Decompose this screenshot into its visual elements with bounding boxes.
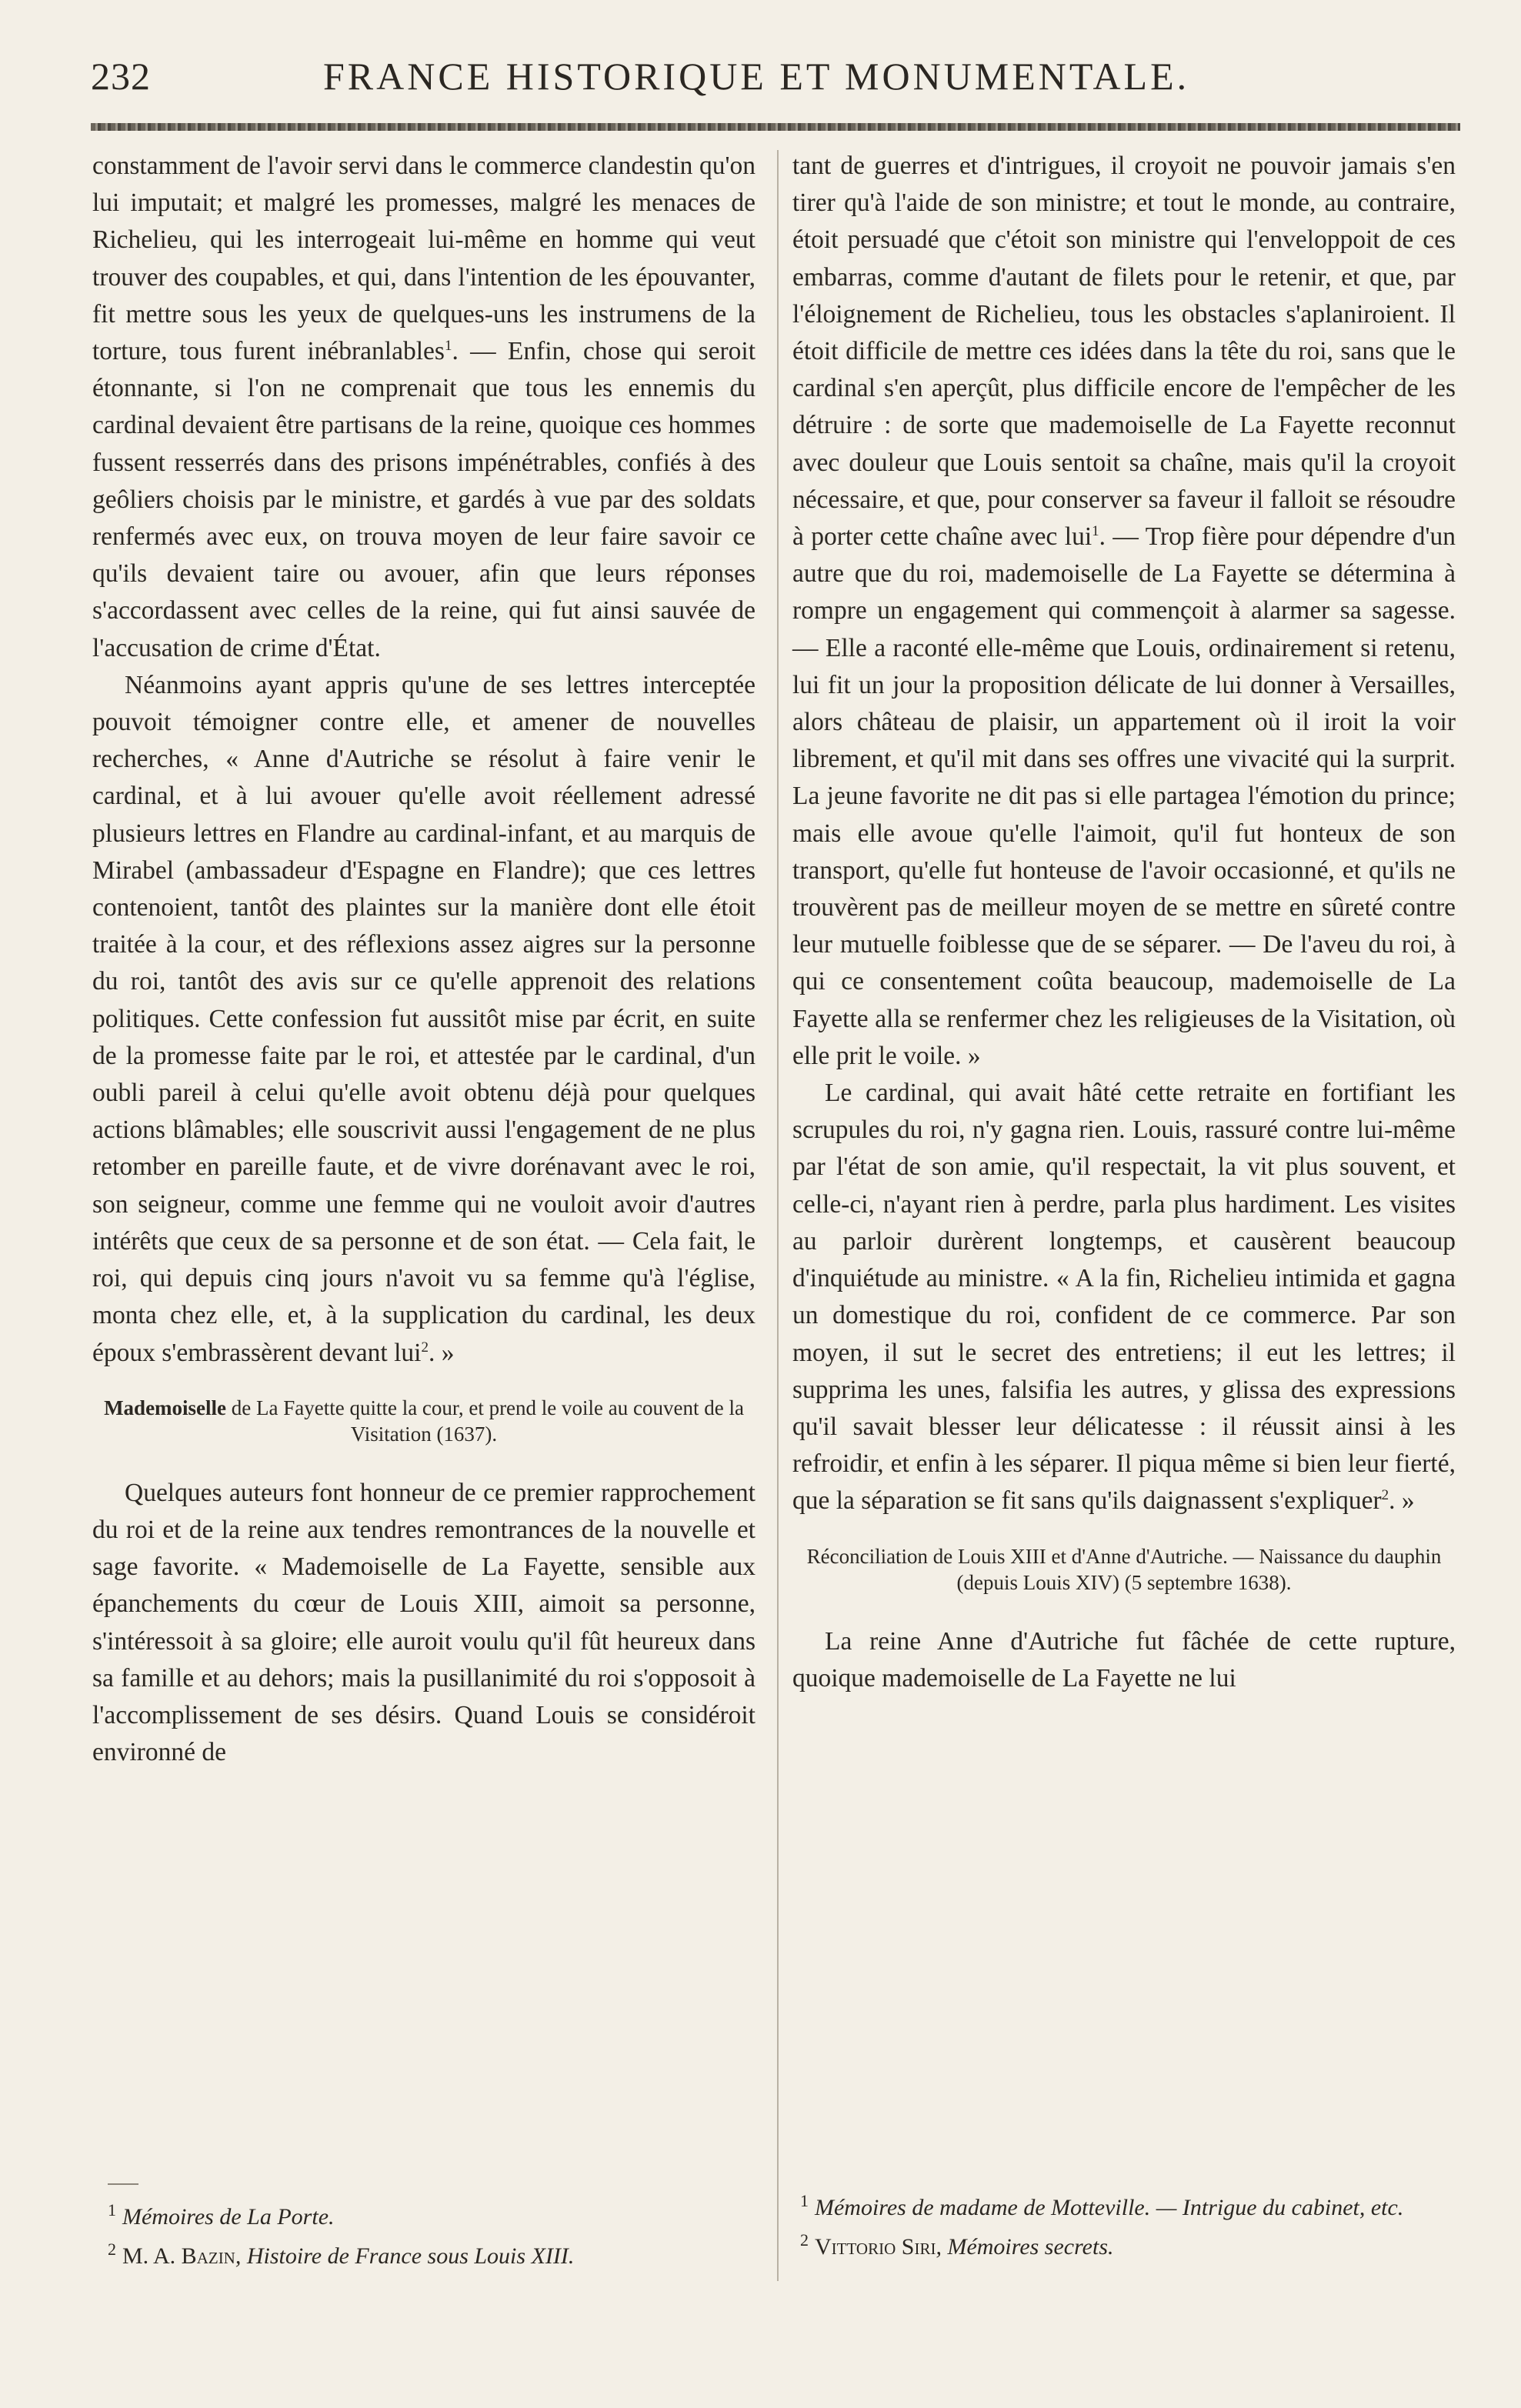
paragraph: La reine Anne d'Autriche fut fâchée de cette rupture, quoique mademoiselle de La Fayette ne lui: [792, 1626, 1456, 1693]
paragraph: tant de guerres et d'intrigues, il croyoit ne pouvoir jamais s'en tirer qu'à l'aide de son ministre; et tout le monde, au contraire, étoit persuadé que c'étoit son ministre qui l'enveloppoit de ces embarras, comme d'autant de filets pour le retenir, et que, par l'éloignement de Richelieu, tous les obstacles s'aplaniroient. Il étoit difficile de mettre ces idées dans la tête du roi, sans que le cardinal s'en aperçût, plus difficile encore de l'empêcher de les détruire : de sorte que mademoiselle de La Fayette reconnut avec douleur que Louis sentoit sa chaîne, mais qu'il la croyoit nécessaire, et que, pour conserver sa faveur il falloit se résoudre à porter cette chaîne avec lui$^1$. — Trop fière pour dépendre d'un autre que du roi, mademoiselle de La Fayette se détermina à rompre un engagement qui commençoit à alarmer sa sagesse. — Elle a raconté elle-même que Louis, ordinairement si retenu, lui fit un jour la proposition délicate de lui donner à Versailles, alors château de plaisir, un appartement où il iroit la voir librement, et qu'il mit dans ses offres une vivacité qui la surprit. La jeune favorite ne dit pas si elle partagea l'émotion du prince; mais elle avoue qu'elle l'aimoit, qu'il fut honteux de son transport, qu'elle fut honteuse de l'avoir occasionné, et qu'ils ne trouvèrent pas de meilleur moyen de se mettre en sûreté contre leur mutuelle foiblesse que de se séparer. — De l'aveu du roi, à qui ce consentement coûta beaucoup, mademoiselle de La Fayette alla se renfermer chez les religieuses de la Visitation, où elle prit le voile. »: [792, 152, 1456, 1070]
footnote-ref: 1: [444, 337, 452, 354]
footnote: $^2$ Vittorio Siri, Mémoires secrets.: [800, 2230, 1114, 2260]
footnotes-left: [108, 2194, 769, 2273]
footnote-ref: 2: [1381, 1487, 1389, 1504]
page-number: 232: [91, 55, 151, 98]
footnote: $^1$ Mémoires de La Porte.: [108, 2200, 335, 2230]
paragraph: Le cardinal, qui avait hâté cette retraite en fortifiant les scrupules du roi, n'y gagna rien. Louis, rassuré contre lui-même par l'état de son amie, qu'il respectait, la vit plus souvent, et celle-ci, n'ayant rien à perdre, parla plus hardiment. Les visites au parloir durèrent longtemps, et causèrent beaucoup d'inquiétude au ministre. « A la fin, Richelieu intimida et gagna un domestique du roi, confident de ce commerce. Par son moyen, il sut le secret des entretiens; il eut les lettres; il supprima les unes, falsifia les autres, y glissa des expressions qu'il savait blesser leur délicatesse : il réussit ainsi à les refroidir, et enfin à les séparer. Il piqua même si bien leur fierté, que la séparation se fit sans qu'ils daignassent s'expliquer$^2$. »: [792, 1079, 1456, 1516]
right-column: [792, 148, 1456, 1697]
footnote: $^1$ Mémoires de madame de Motteville. — Intrigue du cabinet, etc.: [800, 2191, 1404, 2220]
paragraph: Quelques auteurs font honneur de ce premier rapprochement du roi et de la reine aux tendres remontrances de la nouvelle et sage favorite. « Mademoiselle de La Fayette, sensible aux épanchements du cœur de Louis XIII, aimoit sa personne, s'intéressoit à sa gloire; elle auroit voulu qu'il fût heureux dans sa famille et au dehors; mais la pusillanimité du roi s'opposoit à l'accomplissement de ses désirs. Quand Louis se considéroit environné de: [92, 1478, 755, 1767]
section-caption: Mademoiselle de La Fayette quitte la cour, et prend le voile au couvent de la Visitation (1637).: [104, 1396, 744, 1446]
paragraph: constamment de l'avoir servi dans le commerce clandestin qu'on lui imputait; et malgré les promesses, malgré les menaces de Richelieu, qui les interrogeait lui-même en homme qui veut trouver des coupables, et qui, dans l'intention de les épouvanter, fit mettre sous les yeux de quelques-uns les instrumens de la torture, tous furent inébranlables$^1$. — Enfin, chose qui seroit étonnante, si l'on ne comprenait que tous les ennemis du cardinal devaient être partisans de la reine, quoique ces hommes fussent resserrés dans des prisons impénétrables, confiés à des geôliers choisis par le ministre, et gardés à vue par des soldats renfermés avec eux, on trouva moyen de leur faire savoir ce qu'ils devaient taire ou avouer, afin que leurs réponses s'accordassent avec celles de la reine, qui fut ainsi sauvée de l'accusation de crime d'État.: [92, 152, 756, 662]
paragraph: Néanmoins ayant appris qu'une de ses lettres interceptée pouvoit témoigner contre elle, et amener de nouvelles recherches, « Anne d'Autriche se résolut à faire venir le cardinal, et à lui avouer qu'elle avoit réellement adressé plusieurs lettres en Flandre au cardinal-infant, et au marquis de Mirabel (ambassadeur d'Espagne en Flandre); que ces lettres contenoient, tantôt des plaintes sur la manière dont elle étoit traitée à la cour, et des réflexions assez aigres sur la personne du roi, tantôt des avis sur ce qu'elle apprenoit des relations politiques. Cette confession fut aussitôt mise par écrit, en suite de la promesse faite par le roi, et attestée par le cardinal, d'un oubli pareil à celui qu'elle avoit obtenu déjà pour quelques actions blâmables; elle souscrivit aussi l'engagement de ne plus retomber en pareille faute, et de vivre dorénavant avec le roi, son seigneur, comme une femme qui ne vouloit avoir d'autres intérêts que ceux de sa personne et de son état. — Cela fait, le roi, qui depuis cinq jours n'avoit vu sa femme qu'à l'église, monta chez elle, et, à la supplication du cardinal, les deux époux s'embrassèrent devant lui$^2$. »: [92, 670, 755, 1367]
section-caption: Réconciliation de Louis XIII et d'Anne d'Autriche. — Naissance du dauphin (depuis Louis XIV) (5 septembre 1638).: [806, 1544, 1442, 1594]
footnote-ref: 2: [421, 1339, 429, 1356]
footnote-rule: [108, 2183, 138, 2185]
column-divider: [777, 150, 779, 2281]
header-rule: [91, 123, 1460, 131]
left-column: [92, 148, 755, 1771]
footnote-ref: 1: [1092, 522, 1099, 539]
footnotes-right: [800, 2185, 1462, 2263]
footnote: $^2$ M. A. Bazin, Histoire de France sous Louis XIII.: [108, 2240, 575, 2269]
running-title: FRANCE HISTORIQUE ET MONUMENTALE.: [323, 55, 1190, 98]
